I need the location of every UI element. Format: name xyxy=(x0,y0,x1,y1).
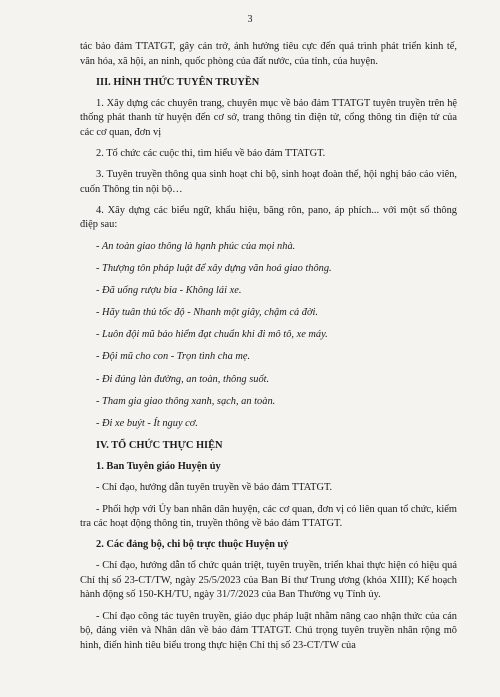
slogan-item: - Hãy tuân thủ tốc độ - Nhanh một giây, chậm cả đời. xyxy=(96,307,318,319)
slogan-item: - Đi đúng làn đường, an toàn, thông suốt. xyxy=(96,373,270,385)
subsection-1-heading: 1. Ban Tuyên giáo Huyện ủy xyxy=(96,461,221,473)
page-number: 3 xyxy=(247,14,253,25)
subsection-2-item-1: - Chỉ đạo, hướng dẫn tổ chức quán triệt, tuyên truyền, triển khai thực hiện có hiệu quả Chỉ thị số 23-CT/TW, ngày 25/5/2023 của Ban Bí thư Trung ương (khóa XIII); Kế hoạch hành động số 150-KH/TU, ngày 31/7/2023 của Ban Thường vụ Tỉnh ủy. xyxy=(80,560,457,601)
subsection-2-heading: 2. Các đảng bộ, chi bộ trực thuộc Huyện uỷ xyxy=(96,539,289,551)
section-3-item-2: 2. Tổ chức các cuộc thi, tìm hiểu về bảo đảm TTATGT. xyxy=(96,148,326,160)
section-3-item-3: 3. Tuyên truyền thông qua sinh hoạt chi bộ, sinh hoạt đoàn thể, hội nghị báo cáo viên, cuốn Thông tin nội bộ… xyxy=(80,169,457,195)
intro-paragraph: tác bảo đảm TTATGT, gây cản trở, ảnh hưởng tiêu cực đến quá trình phát triển kinh tế, văn hóa, xã hội, an ninh, quốc phòng của đất nước, của tỉnh, của huyện. xyxy=(80,41,457,67)
slogan-item: - Đã uống rượu bia - Không lái xe. xyxy=(96,284,242,296)
subsection-2-item-2: - Chỉ đạo công tác tuyên truyền, giáo dục pháp luật nhằm nâng cao nhận thức của cán bộ, đảng viên và Nhân dân về bảo đảm TTATGT. Chú trọng tuyên truyền nhân rộng mô hình, điển hình tiêu biểu trong thực hiện Chỉ thị số 23-CT/TW của xyxy=(80,610,457,651)
section-3-item-4: 4. Xây dựng các biểu ngữ, khẩu hiệu, băng rôn, pano, áp phích... với một số thông điệp sau: xyxy=(80,204,457,231)
slogan-item: - Đội mũ cho con - Trọn tình cha mẹ. xyxy=(96,351,251,363)
document-body xyxy=(80,40,457,660)
subsection-1-item-2: - Phối hợp với Ủy ban nhân dân huyện, các cơ quan, đơn vị có liên quan tổ chức, kiểm tra các hoạt động thông tin, truyền thông về bảo đảm TTATGT. xyxy=(80,503,457,530)
section-3-item-1: 1. Xây dựng các chuyên trang, chuyên mục về bảo đảm TTATGT tuyên truyền trên hệ thống phát thanh từ huyện đến cơ sở, trang thông tin điện tử, cổng thông tin điện tử của các cơ quan, đơn vị xyxy=(80,97,457,138)
section-3-heading: III. HÌNH THỨC TUYÊN TRUYỀN xyxy=(96,76,260,88)
slogan-item: - Đi xe buýt - Ít nguy cơ. xyxy=(96,418,198,430)
slogan-item: - Thượng tôn pháp luật để xây dựng văn hoá giao thông. xyxy=(96,262,332,274)
slogan-item: - Luôn đội mũ bảo hiểm đạt chuẩn khi đi mô tô, xe máy. xyxy=(96,329,328,341)
section-4-heading: IV. TỔ CHỨC THỰC HIỆN xyxy=(96,440,223,452)
slogan-item: - An toàn giao thông là hạnh phúc của mọi nhà. xyxy=(96,240,296,252)
slogan-item: - Tham gia giao thông xanh, sạch, an toàn. xyxy=(96,395,276,407)
subsection-1-item-1: - Chỉ đạo, hướng dẫn tuyên truyền về bảo đảm TTATGT. xyxy=(96,482,333,494)
slogan-list xyxy=(80,240,457,432)
